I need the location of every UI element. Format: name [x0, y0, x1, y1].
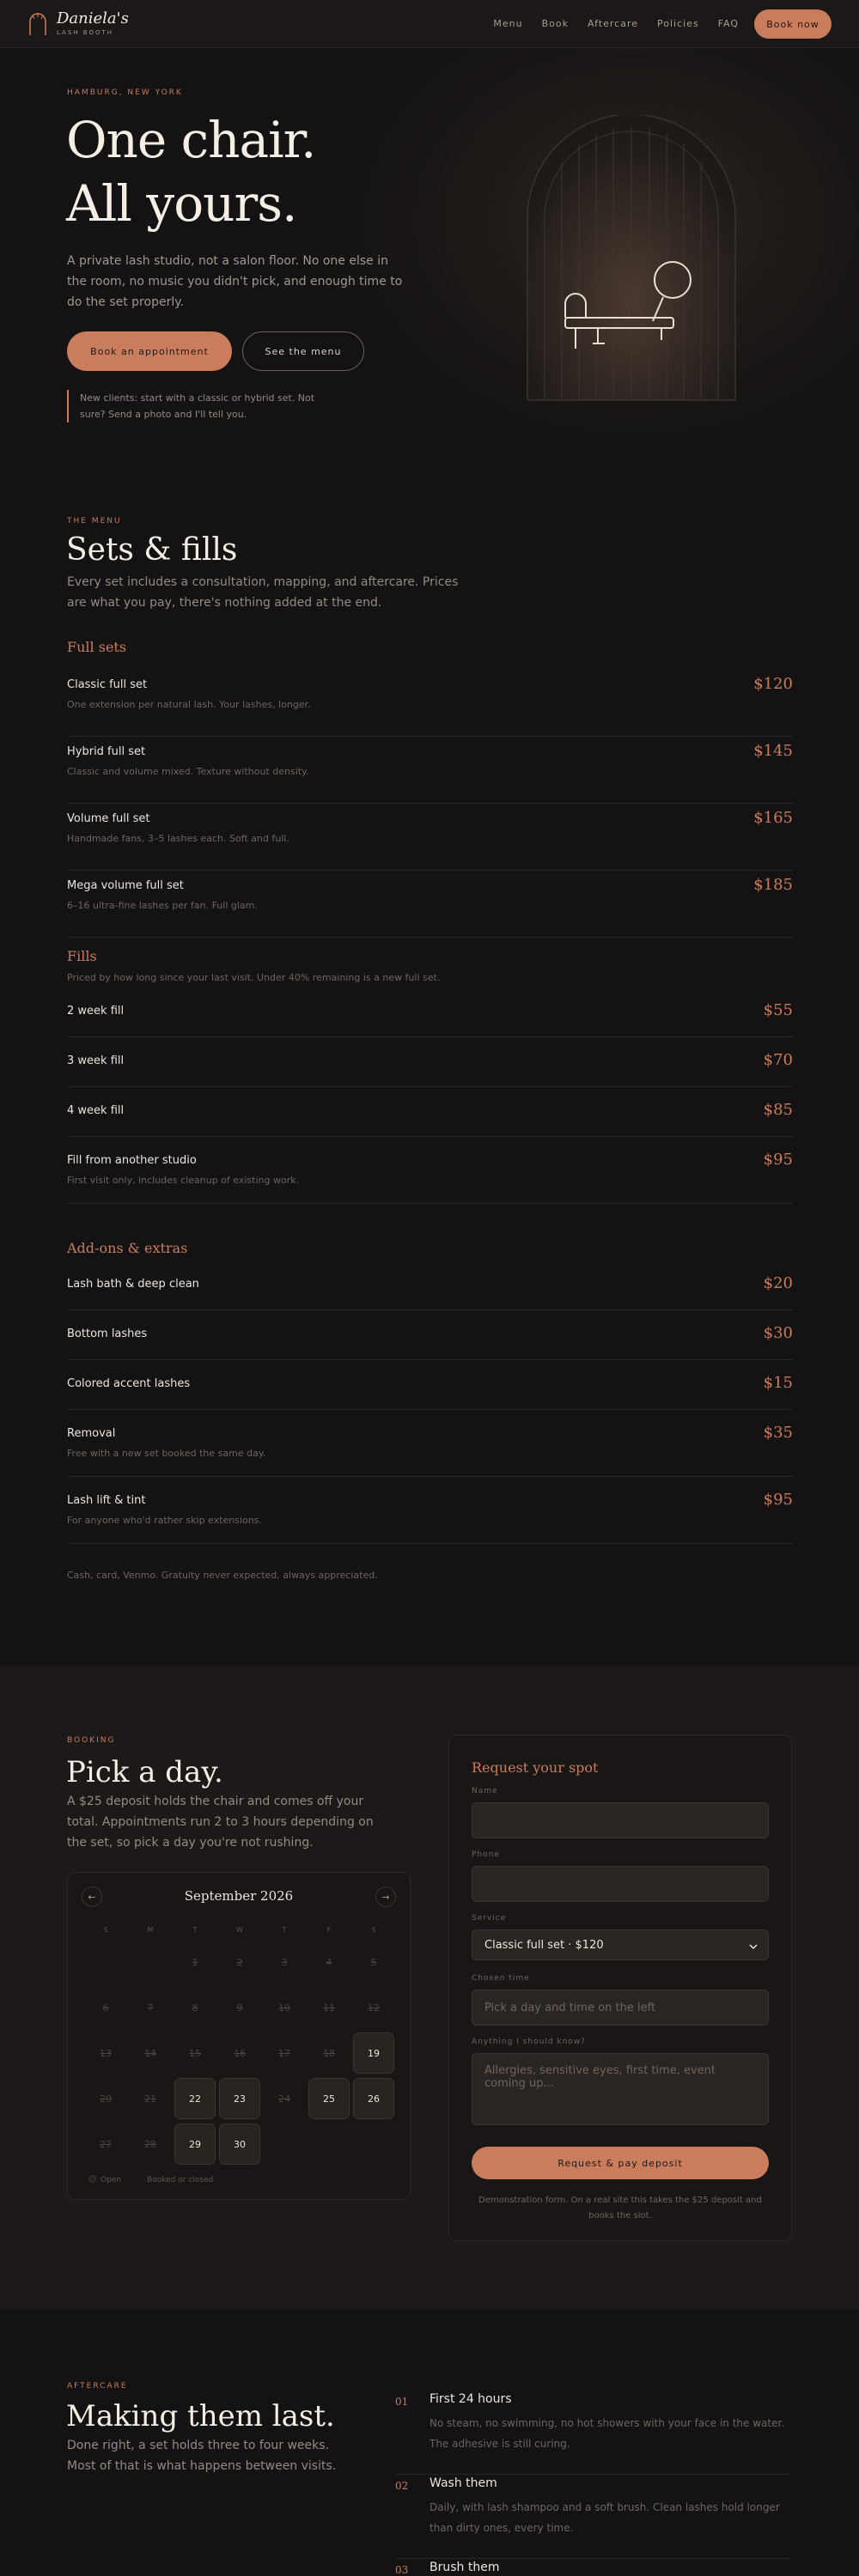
full-sets-heading: Full sets [67, 639, 127, 655]
item-price: $15 [763, 1374, 793, 1392]
calendar-day-closed: 7 [147, 2002, 154, 2014]
calendar-day-closed: 5 [370, 1956, 377, 1968]
menu-item[interactable] [67, 1360, 793, 1410]
booking-description: A $25 deposit holds the chair and comes off your total. Appointments run 2 to 3 hours depending on the set, so pick a day you're not rushing. [67, 1795, 374, 1850]
payment-note: Cash, card, Venmo. Gratuity never expected, always appreciated. [67, 1570, 378, 1581]
step-description: Daily, with lash shampoo and a soft brush. Clean lashes hold longer than dirty ones, every time. [430, 2501, 780, 2534]
nav-links [493, 18, 739, 29]
step-title: Wash them [430, 2476, 497, 2490]
item-name: 3 week fill [67, 1054, 125, 1067]
calendar-day-closed: 11 [323, 2002, 335, 2014]
menu-section [0, 464, 859, 1666]
service-select[interactable] [472, 1929, 769, 1960]
calendar-day-closed: 4 [326, 1956, 332, 1968]
item-price: $165 [753, 809, 793, 827]
calendar-day-closed: 21 [144, 2093, 156, 2105]
menu-item[interactable] [67, 1087, 793, 1137]
name-label: Name [472, 1787, 498, 1795]
calendar-day-closed: 13 [100, 2047, 112, 2059]
aftercare-step [395, 2561, 792, 2576]
book-now-button[interactable]: Book now [754, 9, 832, 39]
calendar-day-open[interactable]: 19 [353, 2032, 394, 2074]
menu-item[interactable] [67, 670, 793, 737]
aftercare-title: Making them last. [66, 2399, 335, 2433]
menu-item[interactable] [67, 1037, 793, 1087]
weekday-label: S [371, 1926, 376, 1934]
booking-section [0, 1666, 859, 2310]
booking-form [448, 1735, 792, 2241]
fills-note: Priced by how long since your last visit. Under 40% remaining is a new full set. [67, 972, 441, 983]
nav-link-menu[interactable]: Menu [493, 18, 523, 29]
prev-month-arrow-icon[interactable]: ← [82, 1886, 102, 1907]
new-client-note: New clients: start with a classic or hybrid set. Not sure? Send a photo and I'll tell you. [67, 390, 325, 422]
booking-title: Pick a day. [66, 1755, 223, 1789]
brand-logo[interactable] [27, 10, 129, 36]
step-number: 01 [395, 2396, 409, 2408]
weekday-label: M [147, 1926, 154, 1934]
menu-item[interactable] [67, 871, 793, 938]
menu-item[interactable] [67, 987, 793, 1037]
booking-eyebrow: BOOKING [67, 1736, 116, 1745]
service-value: Classic full set · $120 [484, 1938, 604, 1952]
item-description: Free with a new set booked the same day. [67, 1448, 266, 1459]
addons-heading: Add-ons & extras [67, 1240, 188, 1256]
pay-deposit-button[interactable]: Request & pay deposit [472, 2147, 769, 2179]
studio-chair-illustration [526, 115, 737, 402]
menu-item[interactable] [67, 1477, 793, 1544]
item-name: 2 week fill [67, 1005, 125, 1018]
item-description: First visit only, includes cleanup of existing work. [67, 1175, 300, 1186]
item-description: One extension per natural lash. Your lashes, longer. [67, 699, 311, 710]
calendar-day-open[interactable]: 25 [308, 2078, 350, 2119]
aftercare-step [395, 2476, 792, 2559]
hero-title-line1: One chair. [66, 111, 316, 169]
hero-description: A private lash studio, not a salon floor. No one else in the room, no music you didn't pick, and enough time to do the set properly. [67, 254, 403, 309]
item-price: $35 [763, 1424, 793, 1442]
closed-swatch-icon [135, 2175, 143, 2183]
step-description: No steam, no swimming, no hot showers with your face in the water. The adhesive is still curing. [430, 2417, 785, 2450]
notes-textarea[interactable] [472, 2053, 769, 2125]
menu-eyebrow: THE MENU [67, 517, 122, 526]
item-name: Lash bath & deep clean [67, 1278, 199, 1291]
time-label: Chosen time [472, 1974, 530, 1983]
calendar-day-closed: 1 [192, 1956, 198, 1968]
item-price: $145 [753, 742, 793, 760]
divider [395, 2474, 792, 2475]
form-footnote: Demonstration form. On a real site this takes the $25 deposit and books the slot. [478, 2196, 762, 2221]
calendar-day-closed: 8 [192, 2002, 198, 2014]
phone-label: Phone [472, 1850, 500, 1859]
calendar-day-closed: 28 [144, 2138, 156, 2150]
calendar-day-open[interactable]: 23 [219, 2078, 260, 2119]
item-name: Colored accent lashes [67, 1377, 191, 1390]
nav-link-book[interactable]: Book [541, 18, 569, 29]
aftercare-step [395, 2392, 792, 2475]
item-price: $55 [763, 1001, 793, 1019]
menu-item[interactable] [67, 737, 793, 804]
item-name: Volume full set [67, 812, 150, 825]
item-description: For anyone who'd rather skip extensions. [67, 1515, 262, 1526]
name-field[interactable] [472, 1802, 769, 1838]
phone-field[interactable] [472, 1866, 769, 1902]
aftercare-eyebrow: AFTERCARE [67, 2382, 128, 2391]
calendar-header [82, 1885, 396, 1909]
chevron-down-icon [749, 1942, 758, 1951]
calendar-day-closed: 10 [278, 2002, 290, 2014]
menu-title: Sets & fills [66, 532, 238, 568]
nav-link-faq[interactable]: FAQ [717, 18, 739, 29]
aftercare-description: Done right, a set holds three to four weeks. Most of that is what happens between visits. [67, 2439, 337, 2473]
item-price: $70 [763, 1051, 793, 1069]
item-price: $95 [763, 1491, 793, 1509]
hero-title [66, 108, 315, 235]
step-title: Brush them [430, 2561, 500, 2574]
calendar-day-closed: 17 [278, 2047, 290, 2059]
legend-open [88, 2175, 121, 2184]
menu-item[interactable] [67, 1137, 793, 1204]
weekday-label: F [326, 1926, 332, 1934]
brand-subtitle: LASH BOOTH [57, 28, 114, 36]
item-description: Classic and volume mixed. Texture without density. [67, 766, 309, 777]
item-name: Bottom lashes [67, 1327, 148, 1340]
item-price: $95 [763, 1151, 793, 1169]
calendar-day-closed: 9 [236, 2002, 243, 2014]
brand-name: Daniela's [57, 9, 129, 27]
arch-logo-icon [27, 10, 48, 36]
item-price: $185 [753, 876, 793, 894]
legend-closed-label: Booked or closed [147, 2176, 214, 2184]
weekday-label: W [236, 1926, 243, 1934]
calendar-day-closed: 3 [281, 1956, 288, 1968]
time-placeholder: Pick a day and time on the left [484, 2001, 656, 2014]
calendar-day-open[interactable]: 26 [353, 2078, 394, 2119]
nav-link-aftercare[interactable]: Aftercare [587, 18, 638, 29]
divider [395, 2558, 792, 2559]
menu-item[interactable] [67, 1310, 793, 1360]
legend-open-label: Open [101, 2176, 122, 2184]
hero-location: HAMBURG, NEW YORK [67, 88, 183, 97]
see-menu-button[interactable]: See the menu [242, 331, 364, 371]
step-title: First 24 hours [430, 2392, 512, 2406]
item-description: Handmade fans, 3–5 lashes each. Soft and full. [67, 833, 289, 844]
item-name: Lash lift & tint [67, 1494, 146, 1507]
item-name: Fill from another studio [67, 1154, 197, 1167]
calendar-month: September 2026 [184, 1888, 294, 1904]
item-price: $85 [763, 1101, 793, 1119]
calendar-day-closed: 16 [234, 2047, 246, 2059]
calendar-day-closed: 20 [100, 2093, 112, 2105]
calendar-legend [88, 2175, 213, 2184]
nav-link-policies[interactable]: Policies [657, 18, 699, 29]
calendar-day-open[interactable]: 30 [219, 2123, 260, 2165]
menu-description: Every set includes a consultation, mapping, and aftercare. Prices are what you pay, there's nothing added at the end. [67, 575, 459, 610]
menu-item[interactable] [67, 804, 793, 871]
item-price: $20 [763, 1274, 793, 1292]
hero-title-line2: All yours. [66, 174, 297, 233]
calendar-day-open[interactable]: 29 [174, 2123, 216, 2165]
calendar-day-closed: 12 [368, 2002, 380, 2014]
item-price: $120 [753, 675, 793, 693]
notes-placeholder: Allergies, sensitive eyes, first time, event coming up... [484, 2064, 716, 2090]
calendar-day-open[interactable]: 22 [174, 2078, 216, 2119]
menu-item[interactable] [67, 1261, 793, 1310]
hero-actions [67, 331, 364, 371]
item-name: Classic full set [67, 678, 148, 691]
open-swatch-icon [88, 2175, 96, 2183]
top-nav [0, 0, 859, 48]
chosen-time-field[interactable] [472, 1990, 769, 2026]
item-price: $30 [763, 1324, 793, 1342]
weekday-label: T [282, 1926, 287, 1934]
calendar-day-closed: 24 [278, 2093, 290, 2105]
booking-calendar [67, 1872, 411, 2200]
calendar-day-closed: 15 [189, 2047, 201, 2059]
menu-item[interactable] [67, 1410, 793, 1477]
weekday-label: S [103, 1926, 108, 1934]
item-name: Hybrid full set [67, 745, 146, 758]
service-label: Service [472, 1914, 507, 1923]
item-description: 6–16 ultra-fine lashes per fan. Full glam. [67, 900, 258, 911]
calendar-day-closed: 18 [323, 2047, 335, 2059]
step-number: 02 [395, 2480, 409, 2492]
fills-heading: Fills [67, 948, 97, 964]
item-name: 4 week fill [67, 1104, 125, 1117]
calendar-day-closed: 2 [236, 1956, 243, 1968]
calendar-day-closed: 14 [144, 2047, 156, 2059]
aftercare-section [0, 2310, 859, 2576]
item-name: Mega volume full set [67, 879, 184, 892]
next-month-arrow-icon[interactable]: → [375, 1886, 396, 1907]
legend-closed [135, 2175, 213, 2184]
book-appointment-button[interactable]: Book an appointment [67, 331, 232, 371]
form-title: Request your spot [472, 1759, 599, 1776]
hero-section [0, 48, 859, 464]
calendar-day-closed: 6 [102, 2002, 109, 2014]
step-number: 03 [395, 2564, 409, 2576]
calendar-day-closed: 27 [100, 2138, 112, 2150]
weekday-label: T [192, 1926, 198, 1934]
notes-label: Anything I should know? [472, 2038, 586, 2046]
item-name: Removal [67, 1427, 116, 1440]
